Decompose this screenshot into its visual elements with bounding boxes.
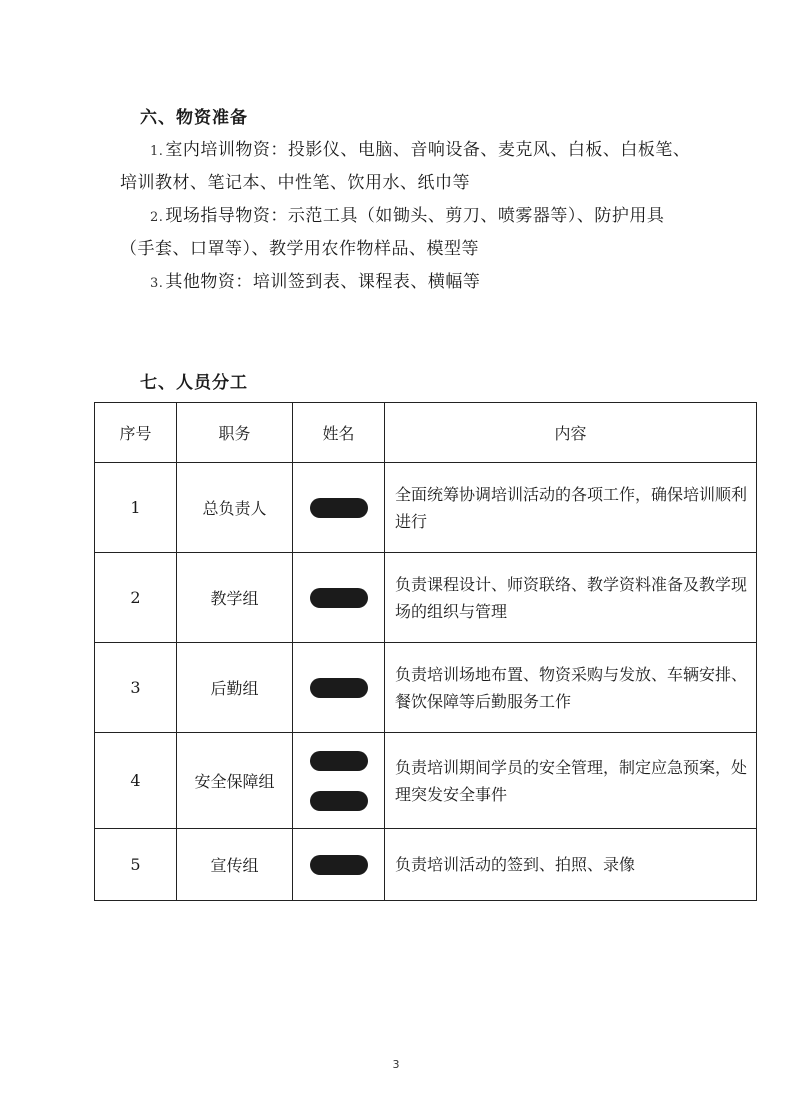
row-number: 1 (95, 463, 177, 553)
row-role: 总负责人 (177, 463, 293, 553)
row-number: 3 (95, 643, 177, 733)
supply-item-3-number: 3. (150, 276, 164, 291)
staff-assignment-table (94, 402, 757, 901)
header-name: 姓名 (293, 403, 385, 463)
table-row (95, 829, 757, 901)
supply-item-1-line-1 (150, 134, 690, 168)
page-number: 3 (392, 1058, 400, 1071)
table-row (95, 733, 757, 829)
row-number: 2 (95, 553, 177, 643)
row-content: 负责培训活动的签到、拍照、录像 (385, 829, 757, 901)
supply-item-1-text: 室内培训物资：投影仪、电脑、音响设备、麦克风、白板、白板笔、 (165, 140, 691, 160)
row-name-redacted (293, 643, 385, 733)
row-number: 4 (95, 733, 177, 829)
table-row (95, 553, 757, 643)
row-role: 安全保障组 (177, 733, 293, 829)
redaction-stack (310, 751, 368, 811)
supply-item-1-number: 1. (150, 144, 164, 159)
table-row (95, 643, 757, 733)
supply-item-2-line-1 (150, 200, 664, 234)
row-content: 负责培训期间学员的安全管理，制定应急预案，处理突发安全事件 (385, 733, 757, 829)
section-7-heading: 七、人员分工 (140, 373, 248, 393)
supply-item-2-number: 2. (150, 210, 164, 225)
row-content: 负责课程设计、师资联络、教学资料准备及教学现场的组织与管理 (385, 553, 757, 643)
header-content: 内容 (385, 403, 757, 463)
redaction-mark (310, 751, 368, 771)
supply-item-1-line-2: 培训教材、笔记本、中性笔、饮用水、纸巾等 (120, 173, 470, 193)
row-number: 5 (95, 829, 177, 901)
section-6-heading: 六、物资准备 (140, 108, 248, 128)
row-name-redacted (293, 553, 385, 643)
row-content: 负责培训场地布置、物资采购与发放、车辆安排、餐饮保障等后勤服务工作 (385, 643, 757, 733)
header-role: 职务 (177, 403, 293, 463)
row-name-redacted (293, 463, 385, 553)
table-header-row (95, 403, 757, 463)
row-role: 教学组 (177, 553, 293, 643)
redaction-mark (310, 498, 368, 518)
row-role: 宣传组 (177, 829, 293, 901)
row-content: 全面统筹协调培训活动的各项工作，确保培训顺利进行 (385, 463, 757, 553)
row-name-redacted (293, 829, 385, 901)
table-row (95, 463, 757, 553)
redaction-mark (310, 791, 368, 811)
supply-item-2-line-2: （手套、口罩等）、教学用农作物样品、模型等 (120, 239, 479, 259)
row-role: 后勤组 (177, 643, 293, 733)
header-number: 序号 (95, 403, 177, 463)
supply-item-3-text: 其他物资：培训签到表、课程表、横幅等 (165, 272, 481, 292)
supply-item-2-text: 现场指导物资：示范工具（如锄头、剪刀、喷雾器等）、防护用具 (165, 206, 665, 226)
supply-item-3-line-1 (150, 266, 480, 300)
redaction-mark (310, 678, 368, 698)
row-name-redacted (293, 733, 385, 829)
redaction-mark (310, 855, 368, 875)
redaction-mark (310, 588, 368, 608)
